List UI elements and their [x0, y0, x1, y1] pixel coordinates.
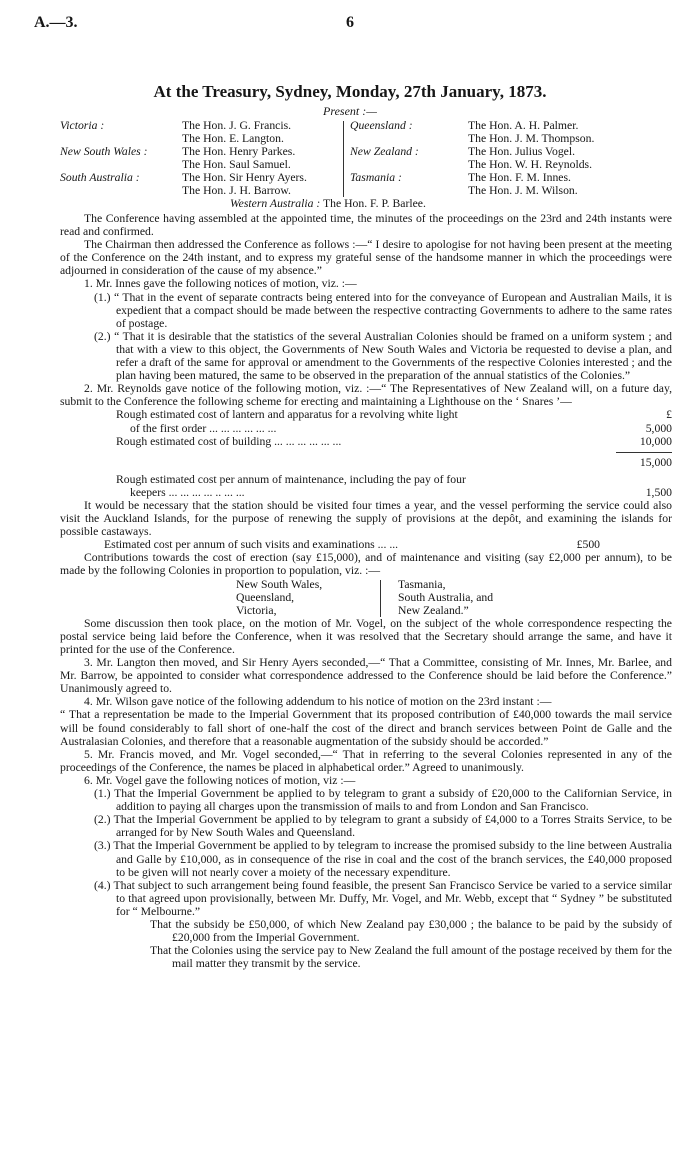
attendee-row [350, 171, 670, 184]
member-name: The Hon. Sir Henry Ayers. [182, 171, 307, 185]
colony-label: Western Australia : [230, 197, 321, 210]
cost-label: Rough estimated cost of lantern and apparatus for a revolving white light [116, 408, 458, 422]
paragraph-item-1: 1. Mr. Innes gave the following notices of motion, viz. :— [84, 277, 357, 291]
paragraph-contributions: Contributions towards the cost of erection (say £15,000), and of maintenance and visiting (say £2,000 per annum), to be made by the following Colonies in proportion to population, viz. :— [60, 551, 672, 578]
cost-label: keepers ... ... ... ... .. ... ... [130, 485, 245, 499]
cost-row-total [60, 456, 672, 469]
paragraph-minutes: The Conference having assembled at the appointed time, the minutes of the proceedings on the 23rd and 24th instants were read and confirmed. [60, 212, 672, 239]
attendee-row [350, 132, 670, 145]
attendee-row [350, 119, 670, 132]
member-name: The Hon. J. H. Barrow. [182, 184, 291, 198]
cost-label: of the first order ... ... ... ... ... ... [130, 421, 277, 435]
attendee-row [350, 158, 670, 171]
attendee-row [350, 145, 670, 158]
cost-amount: 1,500 [645, 485, 672, 499]
member-name: The Hon. J. M. Wilson. [468, 184, 578, 198]
notice-6-4-subsidy: That the subsidy be £50,000, of which New Zealand pay £30,000 ; the balance to be paid by the subsidy of £20,000 from the Imperial Government. [150, 917, 672, 945]
notice-6-2: (2.) That the Imperial Government be applied to by telegram to grant a subsidy of £4,000 to a Torres Straits Service, to be arranged for by New South Wales and Queensland. [94, 813, 672, 840]
member-name: The Hon. J. G. Francis. [182, 119, 292, 132]
minutes-body [60, 212, 672, 970]
colony-name: Victoria, [236, 603, 277, 617]
cost-amount: £500 [576, 538, 600, 552]
contributing-colonies [60, 578, 672, 617]
colony-label: South Australia : [60, 171, 140, 185]
colony-label: Queensland : [350, 119, 413, 132]
cost-total: 15,000 [639, 455, 672, 469]
member-name: The Hon. E. Langton. [182, 132, 284, 146]
colony-name: New South Wales, [236, 577, 323, 591]
paragraph-visits: It would be necessary that the station should be visited four times a year, and the vessel performing the service could also visit the Auckland Islands, for the purpose of renewing the supply of provisions at the depôt, and examining the islands for possible castaways. [60, 498, 672, 539]
cost-label: Estimated cost per annum of such visits and examinations ... ... [104, 538, 399, 552]
colony-label: Tasmania : [350, 171, 402, 185]
paragraph-item-3: 3. Mr. Langton then moved, and Sir Henry Ayers seconded,—“ That a Committee, consisting of Mr. Innes, Mr. Barlee, and Mr. Barrow, be appointed to consider what correspondence addressed to the Conference should be laid before the Conference.” Unanimously agreed to. [60, 656, 672, 696]
page-number: 6 [346, 14, 354, 31]
cost-label: Rough estimated cost per annum of maintenance, including the pay of four [116, 472, 466, 486]
cost-row-building [60, 435, 672, 448]
total-rule [60, 448, 672, 456]
colony-name: New Zealand.” [398, 603, 469, 617]
notice-6-4-postage: That the Colonies using the service pay to New Zealand the full amount of the postage received by them for the mail matter they transmit by the service. [150, 944, 672, 971]
cost-amount: 5,000 [645, 421, 672, 435]
colonies-divider [380, 580, 381, 617]
document-reference: A.—3. [34, 14, 78, 31]
colonies-right [398, 578, 493, 617]
cost-row-lantern [60, 408, 672, 421]
member-name: The Hon. F. M. Innes. [468, 171, 571, 185]
cost-row-visits [60, 538, 672, 551]
paragraph-item-6: 6. Mr. Vogel gave the following notices of motion, viz :— [84, 773, 356, 787]
paragraph-item-4: 4. Mr. Wilson gave notice of the following addendum to his notice of motion on the 23rd instant :— [84, 695, 552, 709]
member-name: The Hon. F. P. Barlee. [322, 197, 426, 210]
attendance-right-column [350, 119, 670, 198]
member-name: The Hon. Julius Vogel. [468, 145, 576, 159]
notice-1-2: (2.) “ That it is desirable that the statistics of the several Australian Colonies should be framed on a uniform system ; and that with a view to this object, the Governments of New South Wales and Victoria be requested to devise a plan, and refer a draft of the same for approval or amendment to the Governments of the respective Colonies interested ; and the plan having been matured, the same to be observed in the preparation of the annual statistics of the Colonies.” [94, 329, 672, 383]
notice-6-1: (1.) That the Imperial Government be applied to by telegram to grant a subsidy of £20,000 to the Californian Service, in addition to paying all charges upon the transmission of mails to and from London and San Francisco. [94, 787, 672, 814]
notice-6-4: (4.) That subject to such arrangement being found feasible, the present San Francisco Service be varied to a service similar to that agreed upon provisionally, between Mr. Duffy, Mr. Vogel, and Mr. Webb, except that “ Sydney ” be substituted for “ Melbourne.” [94, 878, 672, 918]
paragraph-chairman: The Chairman then addressed the Conference as follows :—“ I desire to apologise for not having been present at the meeting of the Conference on the 24th instant, and to express my grateful sense of the handsome manner in which the proceedings were adjourned in consideration of the cause of my absence.” [60, 238, 672, 278]
member-name: The Hon. A. H. Palmer. [468, 119, 579, 132]
colony-name: Tasmania, [398, 577, 446, 591]
member-name: The Hon. W. H. Reynolds. [468, 158, 593, 172]
cost-amount: 10,000 [639, 434, 672, 448]
member-name: The Hon. J. M. Thompson. [468, 132, 595, 146]
notice-1-1: (1.) “ That in the event of separate contracts being entered into for the conveyance of European and Australian Mails, it is expedient that a compact should be made between the respective contracting Governments to adhere to the same rates of postage. [94, 290, 672, 330]
paragraph-discussion: Some discussion then took place, on the motion of Mr. Vogel, on the subject of the whole correspondence respecting the postal service being laid before the Conference, when it was resolved that the Secretary should arrange the same, and have it printed for the use of the Conference. [60, 616, 672, 657]
colony-name: Queensland, [236, 590, 295, 604]
cost-row-maintenance [60, 473, 672, 486]
member-name: The Hon. Henry Parkes. [182, 145, 296, 159]
colony-label: New Zealand : [350, 145, 419, 159]
colony-label: Victoria : [60, 119, 105, 132]
present-label: Present :— [323, 104, 377, 118]
meeting-title: At the Treasury, Sydney, Monday, 27th January, 1873. [153, 82, 547, 101]
paragraph-item-5: 5. Mr. Francis moved, and Mr. Vogel seconded,—“ That in referring to the several Colonies represented in any of the proceedings of the Conference, the names be placed in alphabetical order.” Agreed to unanimously. [60, 747, 672, 774]
cost-label: Rough estimated cost of building ... ... ... ... ... ... [116, 434, 342, 448]
member-name: The Hon. Saul Samuel. [182, 158, 291, 172]
colonies-left [236, 578, 322, 617]
column-divider [343, 121, 344, 197]
paragraph-item-2: 2. Mr. Reynolds gave notice of the following motion, viz. :—“ The Representatives of New Zealand will, on a future day, submit to the Conference the following scheme for erecting and maintaining a Lighthouse on the ‘ Snares ’— [60, 382, 672, 409]
western-australia-row [230, 197, 426, 210]
page-header [34, 14, 666, 36]
attendee-row [350, 184, 670, 197]
cost-row-lantern-cont [60, 422, 672, 435]
notice-6-3: (3.) That the Imperial Government be applied to by telegram to increase the promised subsidy to the line between Australia and Galle by £10,000, as in consequence of the rise in coal and the cost of the branch services, the £40,000 proposed to be given will not nearly cover a moiety of the necessary expenditure. [94, 839, 672, 879]
currency-symbol: £ [666, 408, 672, 422]
paragraph-item-4-quote: “ That a representation be made to the Imperial Government that its proposed contribution of £40,000 towards the mail service will be found considerably to fall short of one-half the cost of the direct and branch services between Point de Galle and the Australasian Colonies, and therefore that a reasonable augmentation of the subsidy should be accorded.” [60, 708, 672, 748]
colony-label: New South Wales : [60, 145, 148, 159]
cost-row-maintenance-cont [60, 486, 672, 499]
colony-name: South Australia, and [398, 590, 494, 604]
